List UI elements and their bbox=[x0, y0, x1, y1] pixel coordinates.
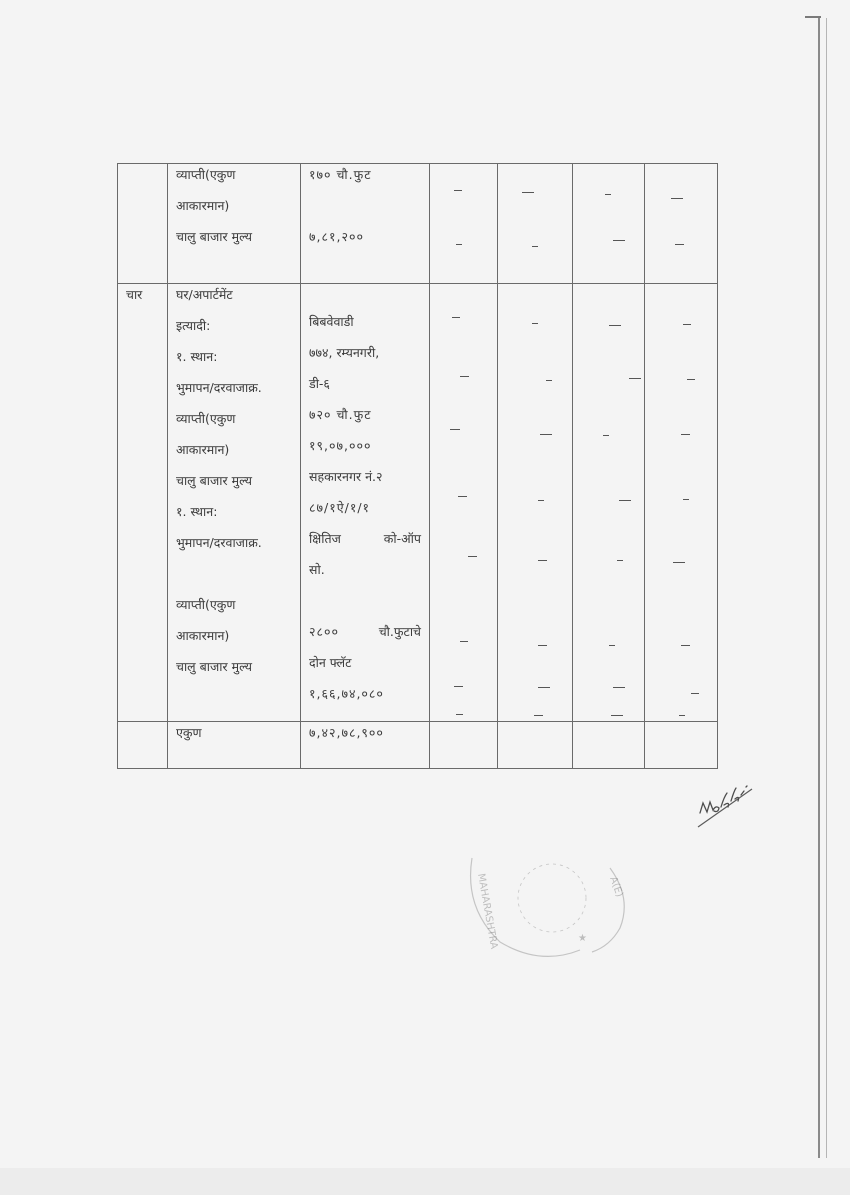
market-value-label: चालु बाजार मुल्य bbox=[176, 659, 253, 674]
property-type-cont: इत्यादी: bbox=[176, 318, 211, 333]
society-name bbox=[301, 528, 429, 559]
empty-cell bbox=[573, 722, 645, 769]
dash-mark bbox=[456, 244, 462, 245]
dash-mark bbox=[538, 645, 547, 646]
area-label: व्याप्ती(एकुण bbox=[176, 167, 236, 182]
dash-mark bbox=[534, 715, 543, 716]
dash-cell bbox=[645, 284, 718, 722]
survey-label: भुमापन/दरवाजाक्र. bbox=[176, 380, 262, 395]
market-value: ७,८१,२०० bbox=[309, 229, 364, 244]
dash-mark bbox=[460, 641, 468, 642]
location-label: १. स्थान: bbox=[176, 504, 218, 519]
empty-cell bbox=[430, 722, 498, 769]
asset-table bbox=[117, 163, 718, 769]
location-value: बिबवेवाडी bbox=[309, 314, 354, 329]
svg-text:MAHARASHTRA: MAHARASHTRA bbox=[475, 872, 500, 950]
dash-mark bbox=[456, 714, 463, 715]
dash-mark bbox=[687, 379, 695, 380]
dash-cell bbox=[430, 164, 498, 284]
dash-mark bbox=[458, 496, 467, 497]
market-value: १,६६,७४,०८० bbox=[309, 686, 384, 701]
flat-area-part: चौ.फुटाचे bbox=[378, 624, 421, 639]
table-row bbox=[118, 284, 718, 722]
dash-mark bbox=[609, 645, 615, 646]
dash-mark bbox=[671, 198, 683, 199]
dash-mark bbox=[609, 325, 621, 326]
area-value: ७२० चौ.फुट bbox=[309, 407, 372, 422]
market-value-label: चालु बाजार मुल्य bbox=[176, 229, 253, 244]
dash-mark bbox=[546, 380, 552, 381]
dash-mark bbox=[683, 499, 689, 500]
property-type: घर/अपार्टमेंट bbox=[176, 287, 233, 302]
signature-icon bbox=[694, 775, 756, 835]
dash-mark bbox=[454, 190, 462, 191]
dash-mark bbox=[532, 323, 538, 324]
dash-mark bbox=[691, 693, 699, 694]
serial-cell bbox=[118, 722, 168, 769]
dash-mark bbox=[681, 434, 690, 435]
value-cell bbox=[301, 284, 430, 722]
dash-mark bbox=[460, 376, 469, 377]
dash-mark bbox=[613, 687, 625, 688]
dash-cell bbox=[573, 164, 645, 284]
dash-mark bbox=[675, 244, 684, 245]
dash-mark bbox=[454, 686, 463, 687]
page-corner-mark bbox=[805, 16, 821, 22]
location-label: १. स्थान: bbox=[176, 349, 218, 364]
society-name-part: क्षितिज bbox=[309, 531, 341, 546]
survey-value: ८७/१ऐ/१/१ bbox=[309, 500, 371, 515]
dash-mark bbox=[617, 560, 623, 561]
empty-cell bbox=[645, 722, 718, 769]
svg-text:★: ★ bbox=[578, 933, 587, 944]
dash-mark bbox=[619, 500, 631, 501]
flat-area bbox=[301, 621, 429, 652]
area-label-cont: आकारमान) bbox=[176, 628, 230, 643]
dash-cell bbox=[430, 284, 498, 722]
dash-mark bbox=[681, 645, 690, 646]
dash-cell bbox=[498, 284, 573, 722]
area-label: व्याप्ती(एकुण bbox=[176, 597, 236, 612]
dash-mark bbox=[683, 324, 691, 325]
dash-mark bbox=[629, 378, 641, 379]
survey-label: भुमापन/दरवाजाक्र. bbox=[176, 535, 262, 550]
description-cell bbox=[168, 164, 301, 284]
dash-mark bbox=[613, 240, 625, 241]
area-value: १७० चौ.फुट bbox=[309, 167, 372, 182]
society-name-part: को-ऑप bbox=[383, 531, 421, 546]
flat-area-part: २८०० bbox=[309, 624, 340, 639]
area-label: व्याप्ती(एकुण bbox=[176, 411, 236, 426]
table-row bbox=[118, 164, 718, 284]
dash-mark bbox=[538, 560, 547, 561]
dash-cell bbox=[645, 164, 718, 284]
dash-mark bbox=[452, 317, 460, 318]
society-suffix: सो. bbox=[309, 562, 325, 577]
dash-mark bbox=[605, 194, 611, 195]
page-right-edge bbox=[818, 18, 827, 1158]
dash-cell bbox=[498, 164, 573, 284]
flat-count: दोन फ्लॅट bbox=[309, 655, 352, 670]
address-value: ७७४, रम्यनगरी, bbox=[309, 345, 380, 360]
dash-mark bbox=[611, 715, 623, 716]
svg-text:A(E): A(E) bbox=[607, 875, 625, 899]
dash-mark bbox=[603, 435, 609, 436]
dash-mark bbox=[522, 192, 534, 193]
total-label: एकुण bbox=[176, 725, 202, 740]
official-stamp-icon bbox=[460, 838, 645, 966]
serial-cell bbox=[118, 284, 168, 722]
area-label-cont: आकारमान) bbox=[176, 442, 230, 457]
building-value: डी-६ bbox=[309, 376, 330, 391]
value-cell bbox=[301, 164, 430, 284]
location-value: सहकारनगर नं.२ bbox=[309, 469, 383, 484]
empty-cell bbox=[498, 722, 573, 769]
table-row bbox=[118, 722, 718, 769]
description-cell bbox=[168, 284, 301, 722]
market-value-label: चालु बाजार मुल्य bbox=[176, 473, 253, 488]
description-cell bbox=[168, 722, 301, 769]
area-label-cont: आकारमान) bbox=[176, 198, 230, 213]
dash-cell bbox=[573, 284, 645, 722]
serial-cell bbox=[118, 164, 168, 284]
market-value: १९,०७,००० bbox=[309, 438, 372, 453]
dash-mark bbox=[538, 500, 544, 501]
serial-number: चार bbox=[126, 287, 143, 302]
dash-mark bbox=[468, 556, 477, 557]
dash-mark bbox=[679, 715, 685, 716]
value-cell bbox=[301, 722, 430, 769]
total-value: ७,४२,७८,९०० bbox=[309, 725, 384, 740]
scan-bottom-strip bbox=[0, 1168, 850, 1195]
dash-mark bbox=[540, 434, 552, 435]
dash-mark bbox=[538, 687, 550, 688]
dash-mark bbox=[673, 562, 685, 563]
dash-mark bbox=[450, 429, 460, 430]
dash-mark bbox=[532, 246, 538, 247]
